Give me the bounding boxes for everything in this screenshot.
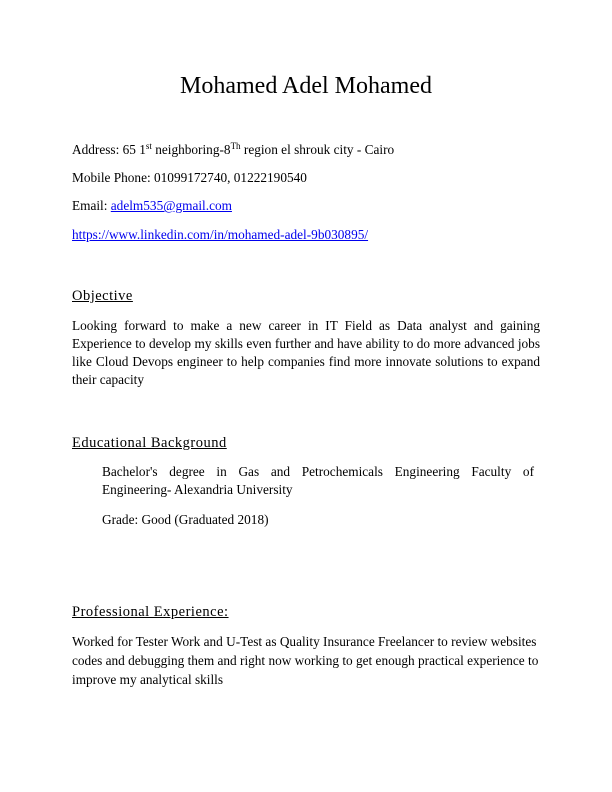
address-label: Address: 65 1 <box>72 142 146 157</box>
phone-line: Mobile Phone: 01099172740, 01222190540 <box>72 170 307 185</box>
education-heading: Educational Background <box>72 435 227 451</box>
email-link[interactable]: adelm535@gmail.com <box>110 198 232 213</box>
email-label: Email: <box>72 198 111 213</box>
objective-heading: Objective <box>72 288 133 304</box>
linkedin-link[interactable]: https://www.linkedin.com/in/mohamed-adel-9b030895/ <box>72 227 369 242</box>
address-end: region el shrouk city - Cairo <box>240 142 395 157</box>
address-line <box>72 141 394 159</box>
education-grade: Grade: Good (Graduated 2018) <box>102 512 269 527</box>
experience-heading: Professional Experience: <box>72 604 229 620</box>
linkedin-line <box>72 226 368 244</box>
objective-text: Looking forward to make a new career in IT Field as Data analyst and gaining Experience to develop my skills even further and have ability to do more advanced jobs like Cloud Devops engineer to help companies find more innovate solutions to expand their capacity <box>72 318 540 387</box>
education-degree: Bachelor's degree in Gas and Petrochemicals Engineering Faculty of Engineering- Alexandria University <box>102 464 534 497</box>
experience-text: Worked for Tester Work and U-Test as Quality Insurance Freelancer to review websites codes and debugging them and right now working to get enough practical experience to improve my analytical skills <box>72 634 539 687</box>
address-sup-st: st <box>145 141 152 151</box>
address-mid: neighboring-8 <box>151 142 231 157</box>
address-sup-th: Th <box>230 141 241 151</box>
resume-name: Mohamed Adel Mohamed <box>180 73 432 99</box>
email-line <box>72 197 232 215</box>
